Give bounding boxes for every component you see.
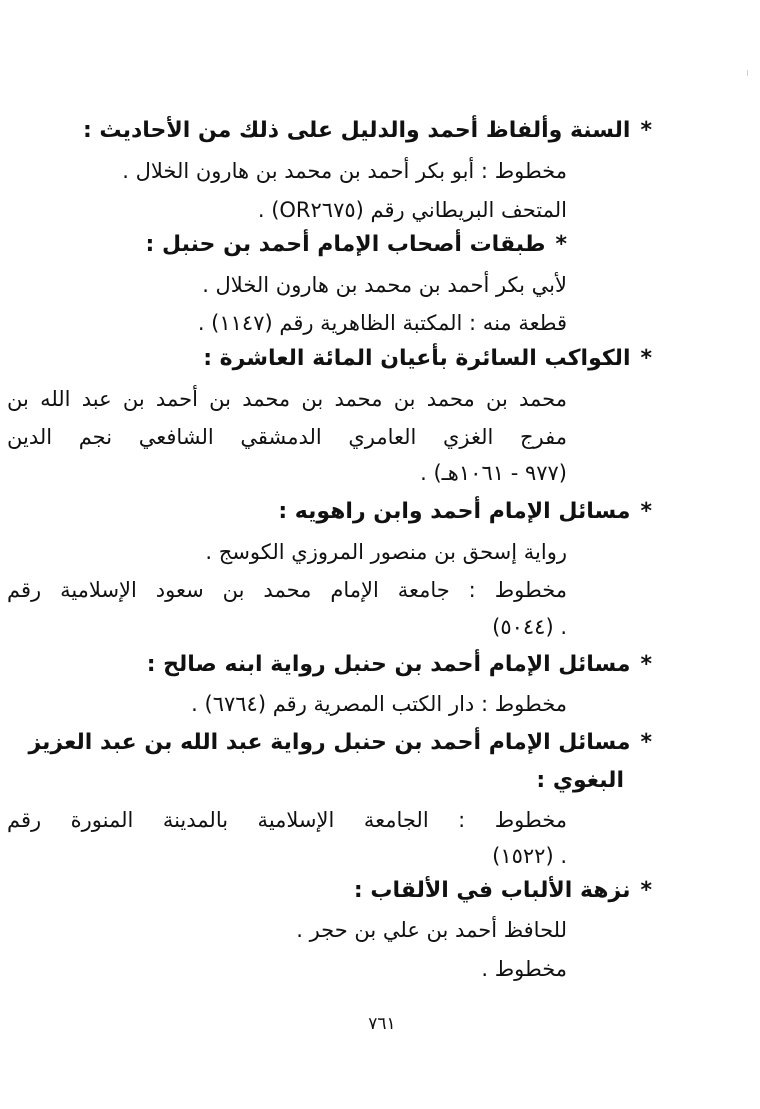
entry-title: الكواكب السائرة بأعيان المائة العاشرة : xyxy=(203,346,631,371)
entry-line: رواية إسحق بن منصور المروزي الكوسج . xyxy=(205,540,567,564)
entry-heading xyxy=(83,116,652,146)
entry-heading xyxy=(28,728,652,758)
entry-heading xyxy=(354,876,652,906)
page-number: ٧٦١ xyxy=(368,1014,396,1034)
page-edge-mark xyxy=(747,70,748,76)
entry-line: مفرج الغزي العامري الدمشقي الشافعي نجم الدين xyxy=(7,425,567,449)
entry-line: المتحف البريطاني رقم (OR٢٦٧٥) . xyxy=(257,198,567,222)
bullet-mark: * xyxy=(640,878,652,903)
entry-line: لأبي بكر أحمد بن محمد بن هارون الخلال . xyxy=(202,273,567,297)
entry-title: مسائل الإمام أحمد بن حنبل رواية عبد الله بن عبد العزيز xyxy=(28,730,631,755)
entry-line: (٥٠٤٤) . xyxy=(492,615,567,639)
entry-title: السنة وألفاظ أحمد والدليل على ذلك من الأحاديث : xyxy=(82,118,631,143)
entry-title: طبقات أصحاب الإمام أحمد بن حنبل : xyxy=(145,232,546,257)
entry-line: مخطوط . xyxy=(481,957,567,981)
entry-title: مسائل الإمام أحمد بن حنبل رواية ابنه صالح : xyxy=(146,652,631,677)
entry-title-continuation: البغوي : xyxy=(536,768,624,793)
entry-line: (١٥٢٢) . xyxy=(492,844,567,868)
entry-line: مخطوط : دار الكتب المصرية رقم (٦٧٦٤) . xyxy=(191,692,567,716)
entry-heading xyxy=(146,230,568,260)
bullet-mark: * xyxy=(640,499,652,524)
entry-line: مخطوط : جامعة الإمام محمد بن سعود الإسلامية رقم xyxy=(7,578,567,602)
entry-line: قطعة منه : المكتبة الظاهرية رقم (١١٤٧) . xyxy=(197,311,567,335)
entry-title: مسائل الإمام أحمد وابن راهويه : xyxy=(278,499,631,524)
entry-line: محمد بن محمد بن محمد بن محمد بن أحمد بن عبد الله بن xyxy=(7,387,567,411)
entry-line: للحافظ أحمد بن علي بن حجر . xyxy=(296,918,567,942)
entry-line: مخطوط : الجامعة الإسلامية بالمدينة المنورة رقم xyxy=(7,808,567,832)
entry-heading xyxy=(147,650,652,680)
entry-title: نزهة الألباب في الألقاب : xyxy=(353,878,631,903)
bullet-mark: * xyxy=(555,232,567,257)
bullet-mark: * xyxy=(640,652,652,677)
bullet-mark: * xyxy=(640,346,652,371)
entry-heading xyxy=(203,344,652,374)
bullet-mark: * xyxy=(640,730,652,755)
entry-line: (٩٧٧ - ١٠٦١هـ) . xyxy=(420,461,567,485)
entry-heading xyxy=(278,497,652,527)
bullet-mark: * xyxy=(640,118,652,143)
entry-line: مخطوط : أبو بكر أحمد بن محمد بن هارون الخلال . xyxy=(122,159,567,183)
